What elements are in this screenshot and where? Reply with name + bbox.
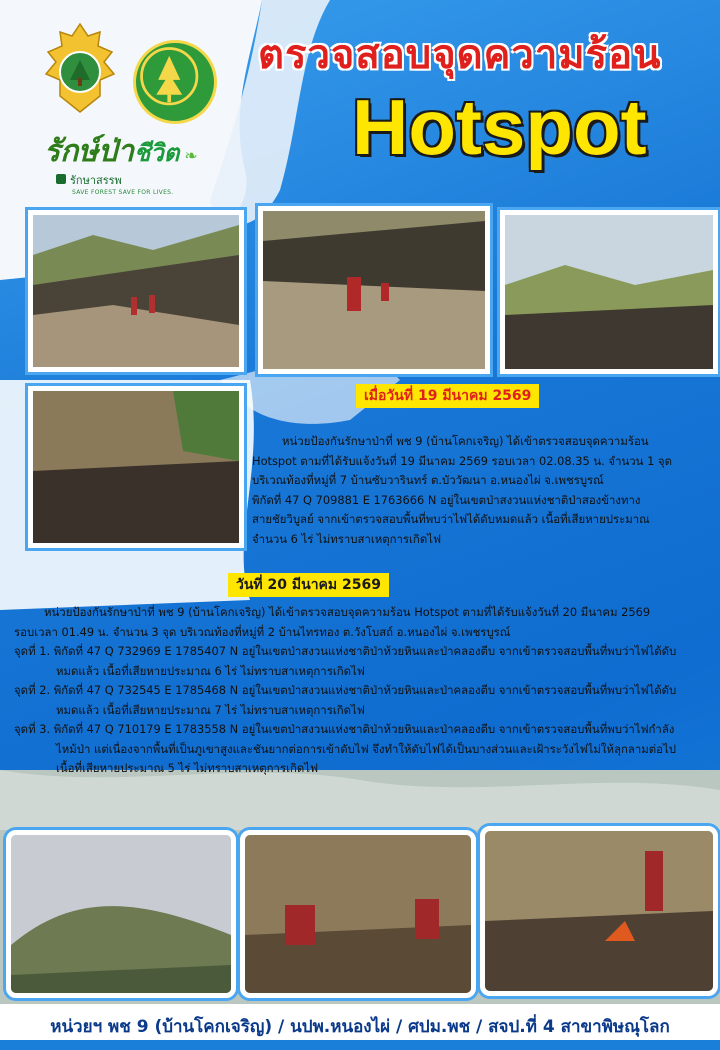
section1-line: สายชัยวิบูลย์ จากเข้าตรวจสอบพื้นที่พบว่าไฟได้ดับหมดแล้ว เนื้อที่เสียหายประมาณ <box>252 512 650 526</box>
section1-line: จำนวน 6 ไร่ ไม่ทราบสาเหตุการเกิดไฟ <box>252 531 442 546</box>
photo-bottom-2 <box>240 830 476 998</box>
brand-sub-text: รักษาสรรพ <box>70 174 122 187</box>
leaf-icon: ❧ <box>184 146 198 165</box>
photo-top-1 <box>28 210 244 372</box>
section1-line: บริเวณท้องที่หมู่ที่ 7 บ้านซับวารินทร์ ต.บัววัฒนา อ.หนองไผ่ จ.เพชรบูรณ์ <box>252 473 604 487</box>
point-1-line: จุดที่ 1. พิกัดที่ 47 Q 732969 E 1785407 N อยู่ในเขตป่าสงวนแห่งชาติป่าห้วยหินและป่าคลองตีบ จากเข้าตรวจสอบพื้นที่พบว่าไฟได้ดับ <box>14 644 677 658</box>
section1-paragraph <box>252 432 692 549</box>
lock-icon <box>56 174 66 184</box>
photo-top-3 <box>500 210 718 374</box>
brand-title <box>44 128 214 175</box>
section2-intro-line: รอบเวลา 01.49 น. จำนวน 3 จุด บริเวณท้องที่หมู่ที่ 2 บ้านไทรทอง ต.วังโบสถ์ อ.หนองไผ่ จ.เพชรบูรณ์ <box>14 624 511 639</box>
section1-line: พิกัดที่ 47 Q 709881 E 1763666 N อยู่ในเขตป่าสงวนแห่งชาติป่าสองข้างทาง <box>252 492 641 507</box>
point-2-line: หมดแล้ว เนื้อที่เสียหายประมาณ 7 ไร่ ไม่ทราบสาเหตุการเกิดไฟ <box>56 702 365 717</box>
royal-forest-logo <box>133 40 217 124</box>
section1-line: Hotspot ตามที่ได้รับแจ้งวันที่ 19 มีนาคม 2569 รอบเวลา 02.08.35 น. จำนวน 1 จุด <box>252 453 673 468</box>
photo-top-2 <box>258 206 490 374</box>
point-3-line: ไหม้ป่า แต่เนื่องจากพื้นที่เป็นภูเขาสูงและชันยากต่อการเข้าดับไฟ จึงทำให้ดับไฟได้เป็นบางส่วนและเฝ้าระวังไฟไม่ให้ลุกลามต่อไป <box>56 741 676 756</box>
section2-paragraph <box>14 603 714 779</box>
forest-department-emblem <box>40 22 120 114</box>
point-3-line: จุดที่ 3. พิกัดที่ 47 Q 710179 E 1783558 N อยู่ในเขตป่าสงวนแห่งชาติป่าห้วยหินและป่าคลองตีบ จากเข้าตรวจสอบพื้นที่พบว่าไฟกำลัง <box>14 722 675 736</box>
date-label-19: เมื่อวันที่ 19 มีนาคม 2569 <box>356 384 539 408</box>
point-3-line: เนื้อที่เสียหายประมาณ 5 ไร่ ไม่ทราบสาเหตุการเกิดไฟ <box>56 761 319 775</box>
brand-main-text: รักษ์ป่า <box>44 134 134 169</box>
footer-text: หน่วยฯ พช 9 (บ้านโคกเจริญ) / นปพ.หนองไผ่ / ศปม.พช / สจป.ที่ 4 สาขาพิษณุโลก <box>50 1017 670 1037</box>
photo-middle-left <box>28 386 244 548</box>
date-label-20: วันที่ 20 มีนาคม 2569 <box>228 573 389 597</box>
brand-main-text-2: ชีวิต <box>133 139 180 167</box>
page-title-hotspot: Hotspot <box>352 83 647 171</box>
footer-bar <box>0 1004 720 1040</box>
brand-tagline: SAVE FOREST SAVE FOR LIVES. <box>72 189 174 196</box>
brand-mark <box>44 128 214 196</box>
photo-bottom-1 <box>6 830 236 998</box>
point-2-line: จุดที่ 2. พิกัดที่ 47 Q 732545 E 1785468 N อยู่ในเขตป่าสงวนแห่งชาติป่าห้วยหินและป่าคลองตีบ จากเข้าตรวจสอบพื้นที่พบว่าไฟได้ดับ <box>14 683 677 697</box>
point-1-line: หมดแล้ว เนื้อที่เสียหายประมาณ 6 ไร่ ไม่ทราบสาเหตุการเกิดไฟ <box>56 663 365 678</box>
section2-intro-line: หน่วยป้องกันรักษาป่าที่ พช 9 (บ้านโคกเจริญ) ได้เข้าตรวจสอบจุดความร้อน Hotspot ตามที่ได้รับแจ้งวันที่ 20 มีนาคม 2569 <box>44 605 651 619</box>
photo-bottom-3 <box>480 826 718 996</box>
page-title-thai: ตรวจสอบจุดความร้อน <box>258 32 662 78</box>
section1-line: หน่วยป้องกันรักษาป่าที่ พช 9 (บ้านโคกเจริญ) ได้เข้าตรวจสอบจุดความร้อน <box>282 434 649 448</box>
